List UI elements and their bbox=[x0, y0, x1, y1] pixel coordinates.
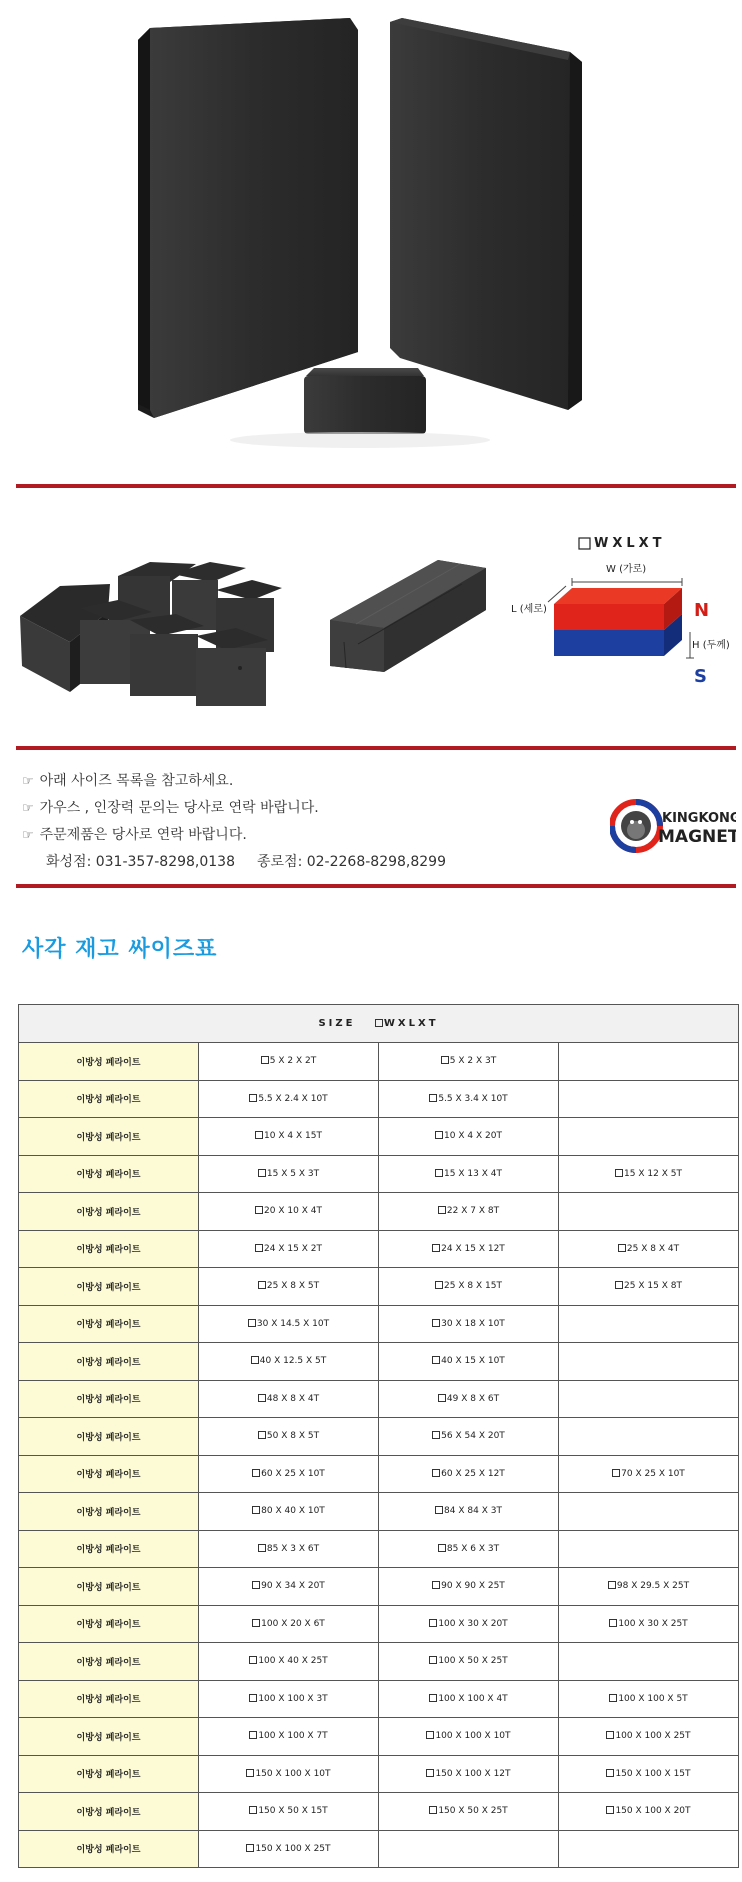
square-symbol-icon bbox=[432, 1469, 440, 1477]
size-value: 150 X 50 X 25T bbox=[438, 1806, 508, 1817]
notice-text: 주문제품은 당사로 연락 바랍니다. bbox=[39, 827, 247, 843]
square-symbol-icon bbox=[435, 1506, 443, 1514]
size-value: 22 X 7 X 8T bbox=[446, 1206, 500, 1217]
table-row bbox=[19, 1493, 739, 1531]
size-value: 25 X 8 X 5T bbox=[266, 1281, 320, 1292]
section-title: 사각 재고 싸이즈표 bbox=[22, 937, 218, 962]
stacked-bars-image bbox=[330, 560, 486, 672]
notice-text: 가우스 , 인장력 문의는 당사로 연락 바랍니다. bbox=[39, 800, 319, 816]
square-symbol-icon bbox=[438, 1394, 446, 1402]
size-cell bbox=[379, 1830, 559, 1868]
size-cell bbox=[199, 1455, 379, 1493]
length-label: L (세로) bbox=[511, 604, 547, 615]
size-cell bbox=[379, 1193, 559, 1231]
category-cell: 이방성 페라이트 bbox=[19, 1343, 199, 1381]
table-row bbox=[19, 1230, 739, 1268]
square-symbol-icon bbox=[618, 1244, 626, 1252]
square-symbol-icon bbox=[246, 1844, 254, 1852]
size-value: 85 X 6 X 3T bbox=[446, 1543, 500, 1554]
square-symbol-icon bbox=[432, 1244, 440, 1252]
divider-line bbox=[16, 746, 736, 750]
size-value: 5 X 2 X 2T bbox=[269, 1056, 317, 1067]
category-cell: 이방성 페라이트 bbox=[19, 1493, 199, 1531]
width-label: W (가로) bbox=[606, 564, 647, 575]
svg-text:N: N bbox=[656, 851, 661, 858]
size-cell bbox=[199, 1343, 379, 1381]
north-pole-label: N bbox=[694, 600, 710, 621]
header-dims: WXLXT bbox=[383, 1018, 439, 1029]
square-symbol-icon bbox=[261, 1056, 269, 1064]
size-value: 150 X 100 X 20T bbox=[615, 1806, 691, 1817]
size-value: 25 X 15 X 8T bbox=[624, 1281, 682, 1292]
size-value: 100 X 100 X 3T bbox=[258, 1693, 328, 1704]
square-symbol-icon bbox=[258, 1169, 266, 1177]
size-cell bbox=[199, 1493, 379, 1531]
divider-line bbox=[16, 884, 736, 888]
size-cell bbox=[559, 1418, 739, 1456]
size-value: 98 X 29.5 X 25T bbox=[616, 1581, 690, 1592]
square-symbol-icon bbox=[249, 1731, 257, 1739]
size-cell bbox=[199, 1793, 379, 1831]
square-symbol-icon bbox=[429, 1094, 437, 1102]
size-cell bbox=[559, 1718, 739, 1756]
size-cell bbox=[199, 1193, 379, 1231]
size-cell bbox=[559, 1380, 739, 1418]
size-cell bbox=[199, 1605, 379, 1643]
category-cell: 이방성 페라이트 bbox=[19, 1680, 199, 1718]
square-symbol-icon bbox=[252, 1469, 260, 1477]
size-cell bbox=[559, 1643, 739, 1681]
category-cell: 이방성 페라이트 bbox=[19, 1080, 199, 1118]
size-cell bbox=[559, 1680, 739, 1718]
size-cell bbox=[559, 1230, 739, 1268]
category-cell: 이방성 페라이트 bbox=[19, 1605, 199, 1643]
square-symbol-icon bbox=[258, 1544, 266, 1552]
table-row bbox=[19, 1268, 739, 1306]
category-cell: 이방성 페라이트 bbox=[19, 1193, 199, 1231]
size-cell bbox=[559, 1193, 739, 1231]
size-value: 20 X 10 X 4T bbox=[264, 1206, 322, 1217]
notice-line bbox=[22, 768, 582, 795]
square-symbol-icon bbox=[609, 1694, 617, 1702]
table-header bbox=[19, 1005, 739, 1043]
size-cell bbox=[199, 1755, 379, 1793]
size-value: 24 X 15 X 12T bbox=[441, 1243, 505, 1254]
size-cell bbox=[379, 1230, 559, 1268]
table-row bbox=[19, 1605, 739, 1643]
square-symbol-icon bbox=[251, 1356, 259, 1364]
diagram-title: WXLXT bbox=[594, 536, 666, 551]
size-cell bbox=[199, 1268, 379, 1306]
size-value: 30 X 18 X 10T bbox=[441, 1318, 505, 1329]
dimension-diagram bbox=[548, 538, 694, 658]
notice-text: 아래 사이즈 목록을 참고하세요. bbox=[39, 773, 234, 789]
brand-logo-graphic bbox=[610, 790, 736, 860]
size-value: 49 X 8 X 6T bbox=[446, 1393, 500, 1404]
size-cell bbox=[559, 1530, 739, 1568]
size-cell bbox=[379, 1418, 559, 1456]
size-value: 5.5 X 3.4 X 10T bbox=[438, 1093, 508, 1104]
svg-text:N: N bbox=[612, 797, 617, 804]
size-value: 100 X 50 X 25T bbox=[438, 1656, 508, 1667]
square-symbol-icon bbox=[249, 1656, 257, 1664]
square-symbol-icon bbox=[258, 1394, 266, 1402]
square-symbol-icon bbox=[609, 1619, 617, 1627]
category-cell: 이방성 페라이트 bbox=[19, 1305, 199, 1343]
pointing-hand-icon: ☞ bbox=[22, 774, 34, 789]
square-symbol-icon bbox=[429, 1619, 437, 1627]
size-value: 100 X 20 X 6T bbox=[261, 1618, 325, 1629]
size-cell bbox=[559, 1793, 739, 1831]
size-value: 100 X 100 X 10T bbox=[435, 1731, 511, 1742]
category-cell: 이방성 페라이트 bbox=[19, 1043, 199, 1081]
size-value: 40 X 12.5 X 5T bbox=[259, 1356, 327, 1367]
size-value: 150 X 100 X 15T bbox=[615, 1768, 691, 1779]
size-cell bbox=[379, 1118, 559, 1156]
table-row bbox=[19, 1305, 739, 1343]
square-symbol-icon bbox=[612, 1469, 620, 1477]
category-cell: 이방성 페라이트 bbox=[19, 1830, 199, 1868]
table-row bbox=[19, 1080, 739, 1118]
notice-block bbox=[22, 768, 582, 876]
size-value: 10 X 4 X 20T bbox=[444, 1131, 502, 1142]
size-value: 15 X 5 X 3T bbox=[266, 1168, 320, 1179]
category-cell: 이방성 페라이트 bbox=[19, 1380, 199, 1418]
size-cell bbox=[199, 1043, 379, 1081]
scattered-blocks-image bbox=[20, 562, 282, 706]
square-symbol-icon bbox=[432, 1319, 440, 1327]
hero-product-image bbox=[0, 0, 742, 480]
size-cell bbox=[379, 1605, 559, 1643]
size-cell bbox=[199, 1305, 379, 1343]
square-symbol-icon bbox=[429, 1656, 437, 1664]
square-symbol-icon bbox=[426, 1731, 434, 1739]
size-cell bbox=[379, 1530, 559, 1568]
pointing-hand-icon: ☞ bbox=[22, 801, 34, 816]
size-cell bbox=[379, 1680, 559, 1718]
square-symbol-icon bbox=[432, 1356, 440, 1364]
square-symbol-icon bbox=[246, 1769, 254, 1777]
pointing-hand-icon: ☞ bbox=[22, 828, 34, 843]
category-cell: 이방성 페라이트 bbox=[19, 1793, 199, 1831]
size-cell bbox=[199, 1530, 379, 1568]
table-row bbox=[19, 1193, 739, 1231]
square-symbol-icon bbox=[432, 1581, 440, 1589]
square-symbol-icon bbox=[258, 1281, 266, 1289]
size-cell bbox=[379, 1043, 559, 1081]
size-cell bbox=[199, 1830, 379, 1868]
south-pole-label: S bbox=[694, 666, 707, 687]
size-value: 100 X 30 X 25T bbox=[618, 1618, 688, 1629]
header-prefix: SIZE bbox=[318, 1018, 356, 1029]
category-cell: 이방성 페라이트 bbox=[19, 1755, 199, 1793]
size-value: 40 X 15 X 10T bbox=[441, 1356, 505, 1367]
table-row bbox=[19, 1343, 739, 1381]
size-value: 150 X 100 X 25T bbox=[255, 1843, 331, 1854]
size-cell bbox=[379, 1268, 559, 1306]
size-cell bbox=[559, 1568, 739, 1606]
table-row bbox=[19, 1755, 739, 1793]
size-value: 56 X 54 X 20T bbox=[441, 1431, 505, 1442]
size-cell bbox=[379, 1305, 559, 1343]
table-row bbox=[19, 1718, 739, 1756]
table-row bbox=[19, 1118, 739, 1156]
square-symbol-icon bbox=[255, 1244, 263, 1252]
size-cell bbox=[199, 1643, 379, 1681]
size-value: 90 X 34 X 20T bbox=[261, 1581, 325, 1592]
size-value: 100 X 30 X 20T bbox=[438, 1618, 508, 1629]
table-row bbox=[19, 1530, 739, 1568]
size-cell bbox=[379, 1568, 559, 1606]
table-body bbox=[19, 1043, 739, 1868]
square-symbol-icon bbox=[249, 1694, 257, 1702]
square-symbol-icon bbox=[248, 1319, 256, 1327]
square-symbol-icon bbox=[432, 1431, 440, 1439]
square-symbol-icon bbox=[438, 1544, 446, 1552]
square-symbol-icon bbox=[258, 1431, 266, 1439]
brand-name-line1: KINGKONG bbox=[662, 811, 736, 826]
size-cell bbox=[199, 1230, 379, 1268]
size-cell bbox=[199, 1380, 379, 1418]
square-symbol-icon bbox=[435, 1169, 443, 1177]
square-symbol-icon bbox=[579, 538, 590, 549]
kingkong-magnet-logo bbox=[610, 790, 736, 860]
size-value: 15 X 13 X 4T bbox=[444, 1168, 502, 1179]
square-symbol-icon bbox=[438, 1206, 446, 1214]
size-cell bbox=[379, 1080, 559, 1118]
square-symbol-icon bbox=[249, 1806, 257, 1814]
size-value: 60 X 25 X 10T bbox=[261, 1468, 325, 1479]
size-value: 50 X 8 X 5T bbox=[266, 1431, 320, 1442]
category-cell: 이방성 페라이트 bbox=[19, 1118, 199, 1156]
category-cell: 이방성 페라이트 bbox=[19, 1643, 199, 1681]
table-row bbox=[19, 1568, 739, 1606]
size-cell bbox=[379, 1493, 559, 1531]
square-symbol-icon bbox=[252, 1506, 260, 1514]
size-value: 150 X 100 X 12T bbox=[435, 1768, 511, 1779]
square-symbol-icon bbox=[429, 1806, 437, 1814]
divider-line bbox=[16, 484, 736, 488]
square-symbol-icon bbox=[255, 1206, 263, 1214]
svg-text:S: S bbox=[612, 851, 616, 858]
square-symbol-icon bbox=[249, 1094, 257, 1102]
square-symbol-icon bbox=[435, 1281, 443, 1289]
table-row bbox=[19, 1793, 739, 1831]
size-cell bbox=[559, 1605, 739, 1643]
category-cell: 이방성 페라이트 bbox=[19, 1155, 199, 1193]
table-row bbox=[19, 1455, 739, 1493]
size-cell bbox=[559, 1043, 739, 1081]
size-cell bbox=[559, 1155, 739, 1193]
square-symbol-icon bbox=[255, 1131, 263, 1139]
square-symbol-icon bbox=[615, 1281, 623, 1289]
size-cell bbox=[379, 1380, 559, 1418]
size-cell bbox=[199, 1568, 379, 1606]
size-table bbox=[18, 1004, 739, 1868]
size-value: 25 X 8 X 15T bbox=[444, 1281, 502, 1292]
size-value: 90 X 90 X 25T bbox=[441, 1581, 505, 1592]
category-cell: 이방성 페라이트 bbox=[19, 1268, 199, 1306]
size-cell bbox=[559, 1118, 739, 1156]
table-row bbox=[19, 1680, 739, 1718]
size-cell bbox=[199, 1155, 379, 1193]
square-symbol-icon bbox=[606, 1806, 614, 1814]
size-cell bbox=[559, 1755, 739, 1793]
size-value: 150 X 100 X 10T bbox=[255, 1768, 331, 1779]
category-cell: 이방성 페라이트 bbox=[19, 1568, 199, 1606]
size-value: 25 X 8 X 4T bbox=[626, 1243, 680, 1254]
square-symbol-icon bbox=[252, 1581, 260, 1589]
square-symbol-icon bbox=[606, 1769, 614, 1777]
category-cell: 이방성 페라이트 bbox=[19, 1418, 199, 1456]
size-value: 15 X 12 X 5T bbox=[624, 1168, 682, 1179]
size-value: 100 X 100 X 7T bbox=[258, 1731, 328, 1742]
size-value: 48 X 8 X 4T bbox=[266, 1393, 320, 1404]
size-value: 60 X 25 X 12T bbox=[441, 1468, 505, 1479]
size-cell bbox=[559, 1343, 739, 1381]
table-row bbox=[19, 1418, 739, 1456]
table-row bbox=[19, 1830, 739, 1868]
category-cell: 이방성 페라이트 bbox=[19, 1530, 199, 1568]
size-cell bbox=[379, 1155, 559, 1193]
size-cell bbox=[559, 1305, 739, 1343]
size-cell bbox=[199, 1418, 379, 1456]
product-gallery bbox=[0, 516, 742, 716]
table-header-row bbox=[19, 1005, 739, 1043]
square-symbol-icon bbox=[426, 1769, 434, 1777]
square-symbol-icon bbox=[441, 1056, 449, 1064]
size-value: 24 X 15 X 2T bbox=[264, 1243, 322, 1254]
category-cell: 이방성 페라이트 bbox=[19, 1718, 199, 1756]
size-cell bbox=[559, 1830, 739, 1868]
table-row bbox=[19, 1380, 739, 1418]
square-symbol-icon bbox=[615, 1169, 623, 1177]
size-value: 150 X 50 X 15T bbox=[258, 1806, 328, 1817]
size-value: 5 X 2 X 3T bbox=[449, 1056, 497, 1067]
size-value: 100 X 100 X 4T bbox=[438, 1693, 508, 1704]
size-cell bbox=[199, 1118, 379, 1156]
table-row bbox=[19, 1643, 739, 1681]
size-cell bbox=[379, 1793, 559, 1831]
square-symbol-icon bbox=[429, 1694, 437, 1702]
square-symbol-icon bbox=[252, 1619, 260, 1627]
size-value: 100 X 100 X 25T bbox=[615, 1731, 691, 1742]
size-cell bbox=[379, 1718, 559, 1756]
size-value: 100 X 100 X 5T bbox=[618, 1693, 688, 1704]
size-cell bbox=[379, 1343, 559, 1381]
hwaseong-contact: 화성점: 031-357-8298,0138 bbox=[46, 854, 235, 870]
notice-line bbox=[22, 822, 582, 849]
size-cell bbox=[379, 1643, 559, 1681]
square-symbol-icon bbox=[606, 1731, 614, 1739]
table-row bbox=[19, 1043, 739, 1081]
ferrite-blocks-illustration bbox=[0, 0, 742, 480]
square-symbol-icon bbox=[375, 1019, 383, 1027]
size-cell bbox=[199, 1718, 379, 1756]
size-cell bbox=[379, 1755, 559, 1793]
size-cell bbox=[559, 1080, 739, 1118]
table-row bbox=[19, 1155, 739, 1193]
size-cell bbox=[559, 1455, 739, 1493]
size-value: 85 X 3 X 6T bbox=[266, 1543, 320, 1554]
category-cell: 이방성 페라이트 bbox=[19, 1455, 199, 1493]
size-value: 100 X 40 X 25T bbox=[258, 1656, 328, 1667]
brand-name-line2: MAGNET bbox=[658, 827, 736, 847]
size-value: 10 X 4 X 15T bbox=[264, 1131, 322, 1142]
category-cell: 이방성 페라이트 bbox=[19, 1230, 199, 1268]
size-cell bbox=[199, 1080, 379, 1118]
size-value: 80 X 40 X 10T bbox=[261, 1506, 325, 1517]
size-cell bbox=[379, 1455, 559, 1493]
contact-line bbox=[22, 849, 582, 876]
height-label: H (두께) bbox=[692, 640, 730, 651]
square-symbol-icon bbox=[435, 1131, 443, 1139]
size-cell bbox=[559, 1493, 739, 1531]
size-value: 30 X 14.5 X 10T bbox=[256, 1318, 330, 1329]
size-cell bbox=[559, 1268, 739, 1306]
size-value: 5.5 X 2.4 X 10T bbox=[258, 1093, 328, 1104]
square-symbol-icon bbox=[608, 1581, 616, 1589]
size-value: 70 X 25 X 10T bbox=[621, 1468, 685, 1479]
notice-line bbox=[22, 795, 582, 822]
size-cell bbox=[199, 1680, 379, 1718]
jongno-contact: 종로점: 02-2268-8298,8299 bbox=[257, 854, 446, 870]
svg-text:S: S bbox=[656, 797, 660, 804]
size-value: 84 X 84 X 3T bbox=[444, 1506, 502, 1517]
